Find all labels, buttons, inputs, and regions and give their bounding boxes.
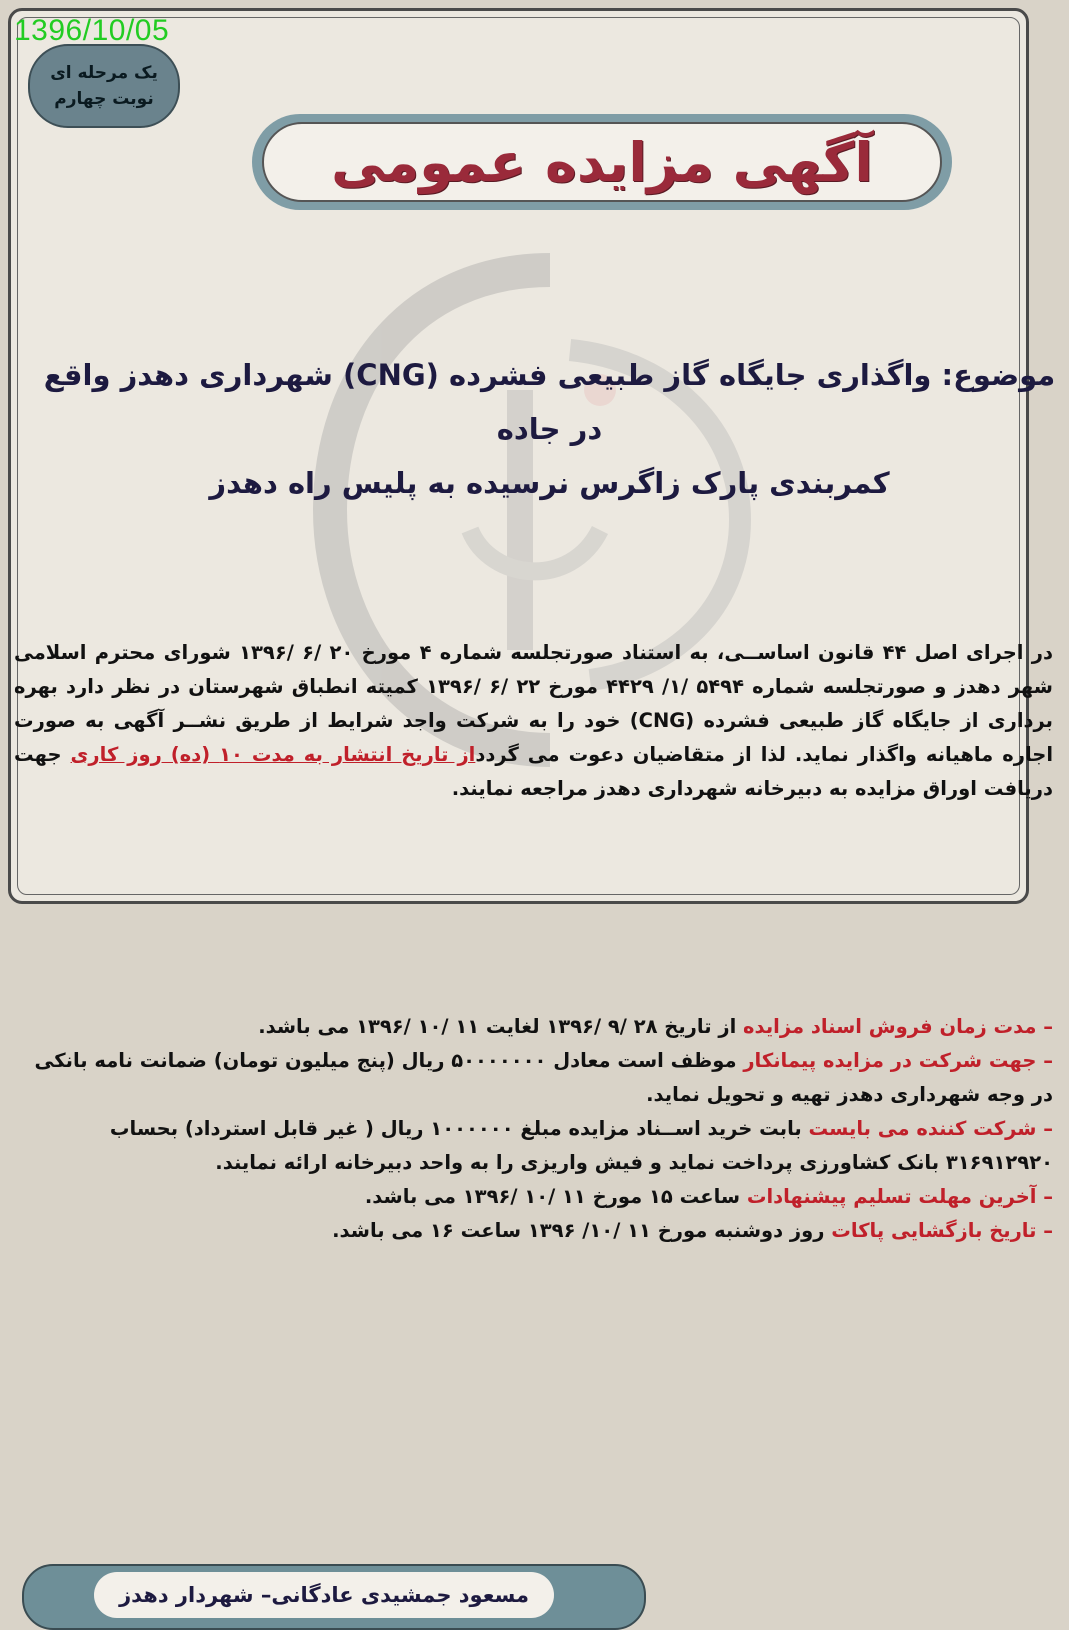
item-text: روز دوشنبه مورخ ۱۱ /۱۰/ ۱۳۹۶ ساعت ۱۶ می باشد. (332, 1219, 832, 1242)
stage-badge (28, 44, 180, 128)
body-text-1: در اجرای اصل ۴۴ قانون اساســی، به استناد صورتجلسه شماره ۴ مورخ ۲۰ /۶ /۱۳۹۶ شورای محترم اسلامی شهر دهدز و صورتجلسه شماره ۵۴۹۴ /۱/ ۴۴۲۹ مورخ ۲۲ /۶ /۱۳۹۶ کمیته انطباق شهرستان در نظر دارد بهره برداری از جایگاه گاز طبیعی فشرده (CNG) خود را به شرکت واجد شرایط از طریق نشــر آگهی به صورت اجاره ماهیانه واگذار نماید. لذا از متقاضیان دعوت می گردد (14, 641, 1054, 766)
subject-line-2: کمربندی پارک زاگرس نرسیده به پلیس راه دهدز (209, 466, 890, 500)
title-banner (252, 114, 952, 210)
subject-line-1: موضوع: واگذاری جایگاه گاز طبیعی فشرده (CNG) شهرداری دهدز واقع در جاده (43, 358, 1056, 446)
title-banner-inner (262, 122, 942, 202)
badge-line-2: نوبت چهارم (54, 89, 154, 109)
signature-banner (22, 1564, 646, 1630)
page-title: آگهی مزایده عمومی (331, 130, 873, 194)
list-item (14, 1214, 1053, 1248)
item-text: موظف است معادل ۵۰۰۰۰۰۰۰ ریال (پنج میلیون تومان) ضمانت نامه بانکی در وجه شهرداری دهدز تهیه و تحویل نماید. (34, 1049, 1053, 1106)
item-label: – مدت زمان فروش اسناد مزایده (743, 1015, 1053, 1038)
item-text: ساعت ۱۵ مورخ ۱۱ /۱۰ /۱۳۹۶ می باشد. (364, 1185, 747, 1208)
item-label: – آخرین مهلت تسلیم پیشنهادات (746, 1185, 1053, 1208)
list-item (14, 1180, 1053, 1214)
list-item (14, 1044, 1053, 1112)
item-text: بابت خرید اســناد مزایده مبلغ ۱۰۰۰۰۰۰ ریال ( غیر قابل استرداد) بحساب ۳۱۶۹۱۲۹۲۰ بانک کشاورزی پرداخت نماید و فیش واریزی را به واحد دبیرخانه ارائه نمایند. (109, 1117, 1053, 1174)
date-stamp: 1396/10/05 (14, 14, 170, 47)
item-label: – جهت شرکت در مزایده پیمانکار (743, 1049, 1053, 1072)
subject-heading (30, 348, 1069, 510)
item-label: – تاریخ بازگشایی پاکات (831, 1219, 1053, 1242)
body-highlight: از تاریخ انتشار به مدت ۱۰ (ده) روز کاری (70, 743, 476, 766)
body-paragraph (14, 636, 1053, 806)
conditions-list (14, 1010, 1053, 1248)
signature-text: مسعود جمشیدی عادگانی– شهردار دهدز (94, 1572, 554, 1618)
item-label: – شرکت کننده می بایست (808, 1117, 1053, 1140)
list-item (14, 1112, 1053, 1180)
badge-line-1: یک مرحله ای (50, 63, 158, 83)
body-text-2: جهت دریافت اوراق مزایده به دبیرخانه شهرداری دهدز مراجعه نمایند. (14, 743, 1053, 800)
list-item (14, 1010, 1053, 1044)
item-text: از تاریخ ۲۸ /۹ /۱۳۹۶ لغایت ۱۱ /۱۰ /۱۳۹۶ می باشد. (258, 1015, 744, 1038)
